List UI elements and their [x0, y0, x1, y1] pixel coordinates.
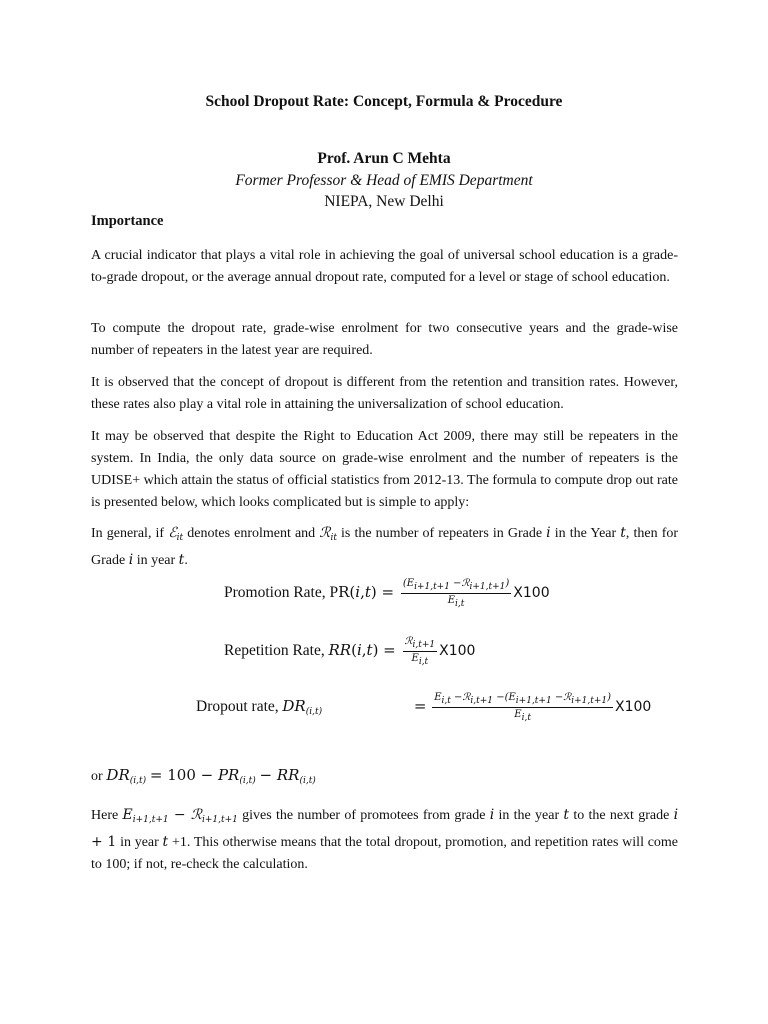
author-institution: NIEPA, New Delhi: [324, 193, 444, 210]
author-name: Prof. Arun C Mehta: [317, 150, 451, 167]
dropout-rate-formula: Dropout rate, $DR_{(i,t)}$ = $\frac{\text{Ei,t −ℛi,t+1 −(Ei+1,t+1 −ℛi+1,t+1)}}{Ei,t}$ X100: [196, 692, 652, 723]
paragraph-1: A crucial indicator that plays a vital role in achieving the goal of universal school education is a grade-to-grade dropout, or the average annual dropout rate, computed for a level or stage of school education.: [91, 248, 678, 285]
paragraph-5: In general, if ℰ$_{it}$ denotes enrolment and ℛ$_{it}$ is the number of repeaters in Grade i in the Year t, then for Grade i in year t.: [91, 525, 679, 568]
paragraph-6: Here $E_{i+1,t+1}$ − ℛ$_{i+1,t+1}$ gives the number of promotees from grade i in the year t to the next grade i + 1 in year t +1. This otherwise means that the total dropout, promotion, and repetition rates will come to 100; if not, re-check the calculation.: [91, 807, 679, 872]
paragraph-2: To compute the dropout rate, grade-wise enrolment for two consecutive years and the grade-wise number of repeaters in the latest year are required.: [91, 321, 678, 358]
repetition-rate-formula: Repetition Rate, RR(i,t) = $\frac{\text{ℛi,t+1}}{Ei,t}$ X100: [224, 636, 476, 667]
section-heading: Importance: [91, 213, 164, 229]
dropout-alt-formula: or $DR_{(i,t)} = 100 - PR_{(i,t)} - RR_{(i,t)}$: [91, 766, 316, 786]
paragraph-4: It may be observed that despite the Right to Education Act 2009, there may still be repeaters in the system. In India, the only data source on grade-wise enrolment and the number of repeaters is the UDISE+ which attain the status of official statistics from 2012-13. The formula to compute drop out rate is presented below, which looks complicated but is simple to apply:: [91, 429, 678, 510]
document-title: School Dropout Rate: Concept, Formula & Procedure: [205, 93, 563, 110]
author-role: Former Professor & Head of EMIS Department: [235, 172, 533, 189]
promotion-rate-formula: Promotion Rate, PR(i,t) = $\frac{\text{(Ei+1,t+1 −ℛi+1,t+1)}}{Ei,t}$ X100: [224, 578, 550, 609]
paragraph-3: It is observed that the concept of dropout is different from the retention and transition rates. However, these rates also play a vital role in attaining the universalization of school education.: [91, 375, 678, 412]
